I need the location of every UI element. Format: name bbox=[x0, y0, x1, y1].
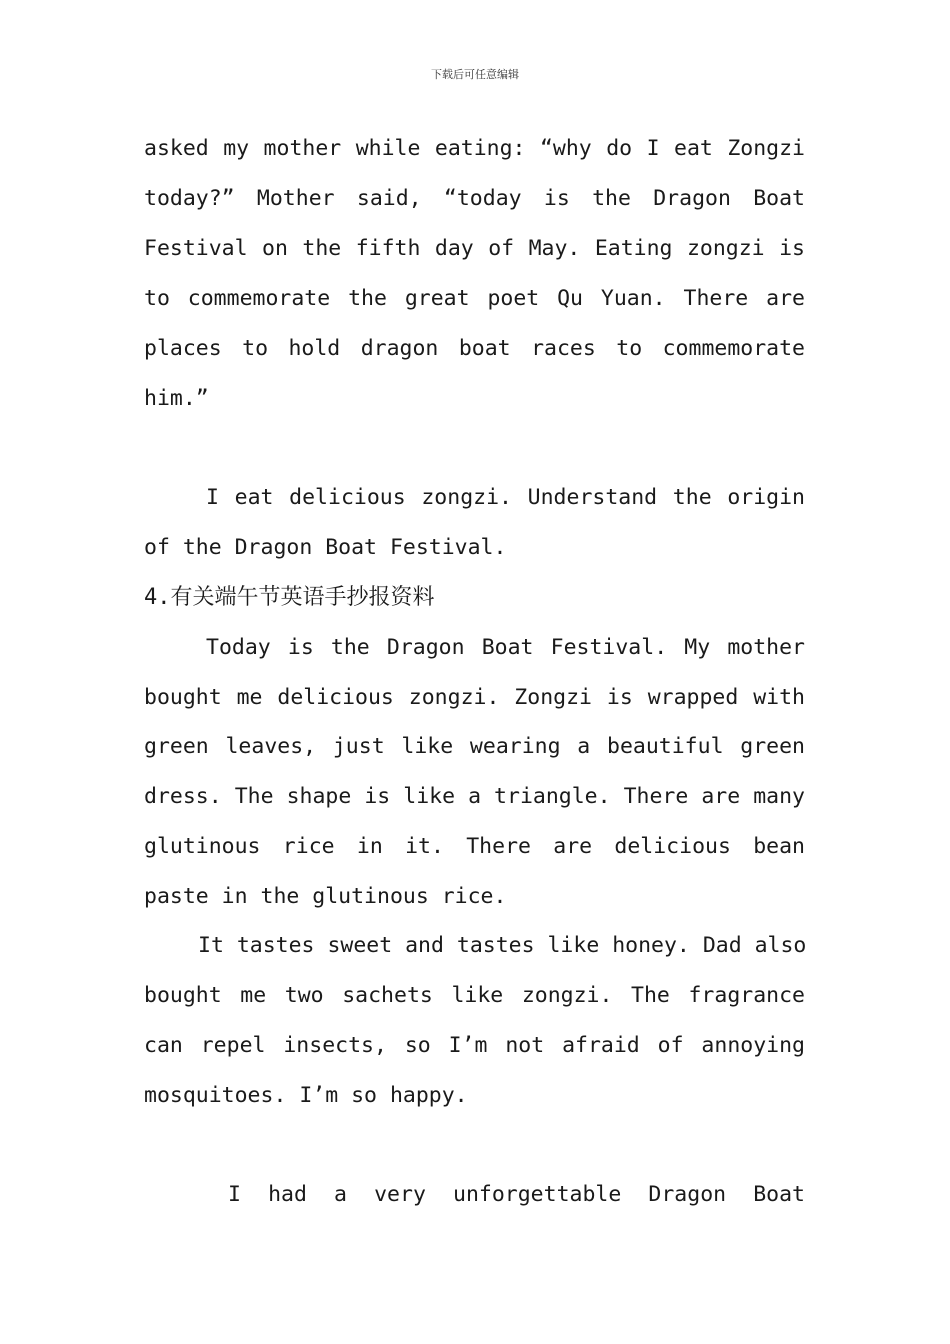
paragraph-line: to commemorate the great poet Qu Yuan. There are bbox=[144, 286, 805, 311]
page-header: 下载后可任意编辑 bbox=[431, 68, 519, 81]
paragraph-line: Festival on the fifth day of May. Eating zongzi is bbox=[144, 236, 805, 261]
paragraph-line: I had a very unforgettable Dragon Boat bbox=[228, 1182, 805, 1207]
paragraph-line: I eat delicious zongzi. Understand the origin bbox=[206, 485, 805, 510]
paragraph-line: bought me two sachets like zongzi. The fragrance bbox=[144, 983, 805, 1008]
paragraph-line: bought me delicious zongzi. Zongzi is wrapped with bbox=[144, 685, 805, 710]
paragraph-line: It tastes sweet and tastes like honey. Dad also bbox=[198, 933, 807, 958]
paragraph-line: mosquitoes. I’m so happy. bbox=[144, 1083, 468, 1108]
section-heading: 4.有关端午节英语手抄报资料 bbox=[144, 585, 435, 610]
paragraph-line: dress. The shape is like a triangle. There are many bbox=[144, 784, 805, 809]
paragraph-line: paste in the glutinous rice. bbox=[144, 884, 507, 909]
paragraph-line: Today is the Dragon Boat Festival. My mother bbox=[206, 635, 805, 660]
paragraph-line: can repel insects, so I’m not afraid of annoying bbox=[144, 1033, 805, 1058]
paragraph-line: of the Dragon Boat Festival. bbox=[144, 535, 507, 560]
paragraph-line: him.” bbox=[144, 386, 209, 411]
paragraph-line: green leaves, just like wearing a beautiful green bbox=[144, 734, 805, 759]
paragraph-line: glutinous rice in it. There are delicious bean bbox=[144, 834, 805, 859]
paragraph-line: today?” Mother said, “today is the Dragon Boat bbox=[144, 186, 805, 211]
paragraph-line: asked my mother while eating: “why do I eat Zongzi bbox=[144, 136, 805, 161]
paragraph-line: places to hold dragon boat races to commemorate bbox=[144, 336, 805, 361]
